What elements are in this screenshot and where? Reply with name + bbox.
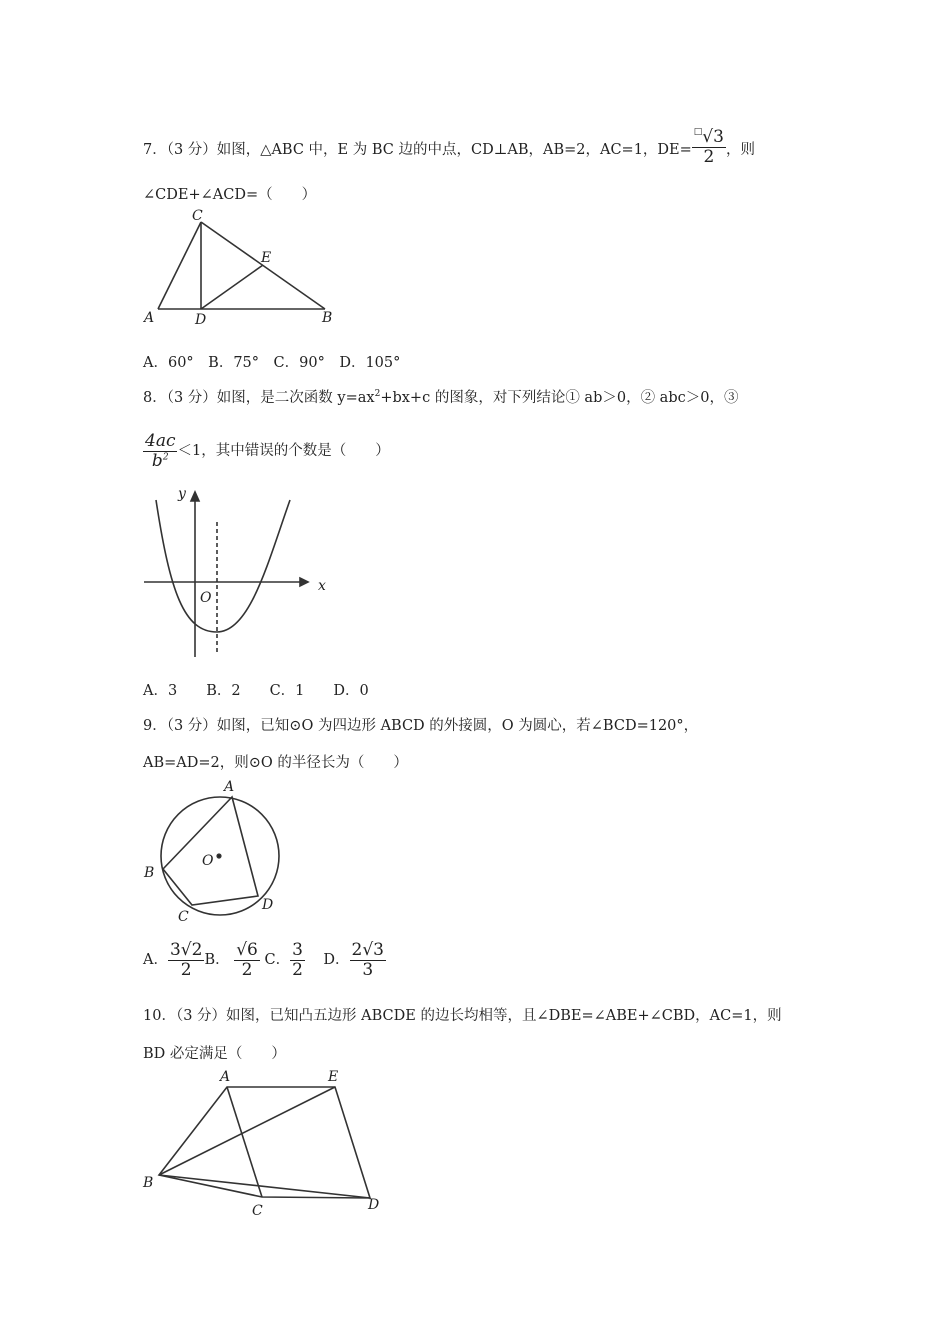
- q10-label-d: D: [368, 1197, 380, 1213]
- q9-label-b: B: [144, 865, 155, 881]
- q9-option-c-fraction: $\frac{3}{2}$: [292, 940, 303, 980]
- q7-figure: [140, 205, 340, 330]
- q9-stem: 9．（3 分）如图，已知⊙O 为四边形 ABCD 的外接圆，O 为圆心，若∠BCD=120°，: [143, 718, 699, 734]
- q8-options: A．3 B．2 C．1 D．0: [143, 683, 369, 699]
- q8-x-arrow: [300, 578, 308, 586]
- q9-options: A． $\frac{3√2}{2}$ B． $\frac{√6}{2}$ C． $\frac{3}{2}$ D． $\frac{2√3}{3}$: [143, 940, 384, 980]
- q7-label-d: D: [195, 312, 207, 328]
- q8-line2: $\frac{4ac}{b^2}$ ＜1，其中错误的个数是（ ）: [145, 431, 390, 471]
- q9-option-d-fraction: $\frac{2√3}{3}$: [351, 940, 384, 980]
- q7-label-e: E: [261, 250, 272, 266]
- q7-stem: [143, 127, 755, 169]
- q7-label-a: A: [144, 310, 155, 326]
- q10-line2: BD 必定满足（ ）: [143, 1046, 286, 1062]
- q9-label-o: O: [202, 853, 214, 869]
- q8-y-arrow: [191, 492, 199, 501]
- q9-line2: AB=AD=2，则⊙O 的半径长为（ ）: [143, 755, 408, 771]
- q7-label-c: C: [192, 208, 203, 224]
- q10-figure: [140, 1065, 390, 1220]
- q8-label-o: O: [200, 590, 212, 606]
- q9-center-dot: [217, 854, 221, 858]
- q9-label-d: D: [262, 897, 274, 913]
- q8-fraction: $\frac{4ac}{b^2}$: [145, 431, 176, 471]
- q9-quadrilateral: [163, 797, 258, 905]
- q7-seg-ac: [158, 222, 201, 309]
- q10-seg-bd: [159, 1175, 370, 1198]
- q7-options: A．60° B．75° C．90° D．105°: [143, 355, 401, 371]
- q10-label-e: E: [328, 1069, 339, 1085]
- q8-label-x: x: [318, 578, 326, 594]
- q7-de-fraction: $\frac{^□√3}{2}$: [693, 127, 724, 167]
- q7-line2: ∠CDE+∠ACD=（ ）: [143, 187, 317, 203]
- q8-figure: [140, 482, 340, 662]
- q8-parabola: [156, 500, 290, 632]
- q7-label-b: B: [322, 310, 333, 326]
- q9-label-a: A: [224, 779, 235, 795]
- q9-option-b-fraction: $\frac{√6}{2}$: [236, 940, 258, 980]
- q10-label-a: A: [220, 1069, 231, 1085]
- q10-seg-be: [159, 1087, 335, 1175]
- q10-stem: 10．（3 分）如图，已知凸五边形 ABCDE 的边长均相等，且∠DBE=∠ABE+∠CBD，AC=1，则: [143, 1008, 782, 1024]
- q8-label-y: y: [178, 486, 186, 502]
- q10-pentagon: [159, 1087, 370, 1198]
- q10-label-b: B: [143, 1175, 154, 1191]
- q7-stem-text: 7．（3 分）如图，△ABC 中，E 为 BC 边的中点，CD⊥AB，AB=2，AC=1，DE=: [143, 142, 692, 159]
- q7-stem-tail: ，则: [725, 142, 755, 159]
- q8-stem: 8．（3 分）如图，是二次函数 $y=ax^2+bx+c$ 的图象，对下列结论① ab＞0，② abc＞0，③: [143, 389, 739, 406]
- q10-label-c: C: [252, 1203, 263, 1219]
- q9-figure: [140, 775, 300, 930]
- q7-seg-de: [201, 265, 263, 309]
- q9-label-c: C: [178, 909, 189, 925]
- q10-seg-ac: [227, 1087, 262, 1197]
- q9-option-a-fraction: $\frac{3√2}{2}$: [169, 940, 203, 980]
